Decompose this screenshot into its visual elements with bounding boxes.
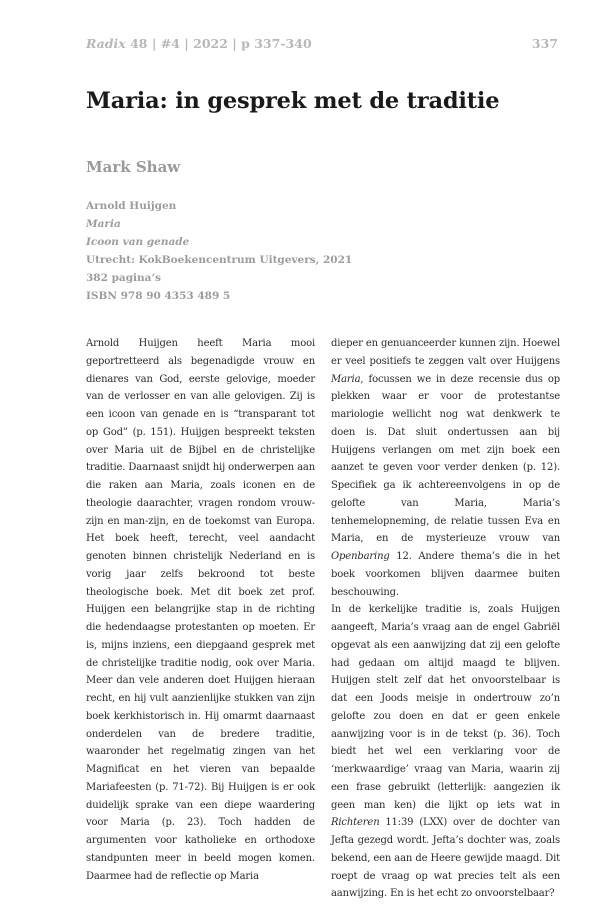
text-run: dieper en genuanceerder kunnen zijn. Hoewel er veel positiefs te zeggen valt over Huijgens [331, 338, 560, 367]
citation [86, 36, 312, 51]
book-publisher: Utrecht: KokBoekencentrum Uitgevers, 2021 [86, 254, 353, 266]
running-head [86, 36, 558, 51]
emphasis: Richteren [331, 817, 380, 829]
book-isbn: ISBN 978 90 4353 489 5 [86, 290, 231, 302]
article-title: Maria: in gesprek met de traditie [86, 88, 500, 114]
emphasis: Openbaring [331, 551, 390, 562]
text-run: 11:39 (LXX) over de dochter van Jefta gezegd wordt. Jefta’s dochter was, zoals bekend, een aan de Heere gewijde maagd. Dit roept de vraag op wat precies telt als een aanwijzing. En is het echt zo onvoorstelbaar? [331, 817, 560, 900]
emphasis: Maria [331, 373, 361, 385]
citation-details: 48 | #4 | 2022 | p 337-340 [125, 36, 312, 51]
book-info [86, 197, 352, 305]
article-author: Mark Shaw [86, 158, 181, 176]
body-column-left [86, 335, 315, 885]
book-title: Maria [86, 218, 121, 230]
book-pages: 382 pagina’s [86, 272, 162, 284]
paragraph [331, 335, 560, 601]
journal-name: Radix [86, 36, 126, 51]
paragraph: Arnold Huijgen heeft Maria mooi geportretteerd als begenadigde vrouw en dienares van God, eerste gelovige, moeder van de verlosser en van alle gelovigen. Zij is een icoon van genade en is “transparant tot op God” (p. 151). Huijgen bespreekt teksten over Maria uit de Bijbel en de christelijke traditie. Daarnaast snijdt hij onderwerpen aan die raken aan Maria, zoals iconen en de theologie daarachter, vragen rondom vrouw-zijn en man-zijn, en de toekomst van Europa. Het boek heeft, terecht, veel aandacht genoten binnen christelijk Nederland en is vorig jaar zelfs bekroond tot beste theologische boek. Met dit boek zet prof. Huijgen een belangrijke stap in de richting die hedendaagse protestanten op moeten. Er is, mijns inziens, een diepgaand gesprek met de christelijke traditie nodig, ook over Maria. Meer dan vele anderen doet Huijgen hieraan recht, en hij vult aanzienlijke stukken van zijn boek kerkhistorisch in. Hij omarmt daarnaast onderdelen van de bredere traditie, waaronder het regelmatig zingen van het Magnificat en het vieren van bepaalde Mariafeesten (p. 71-72). Bij Huijgen is er ook duidelijk sprake van een diepe waardering voor Maria (p. 23). Toch hadden de argumenten voor katholieke en orthodoxe standpunten meer in beeld mogen komen. Daarmee had de reflectie op Maria [86, 338, 315, 882]
text-run: , focussen we in deze recensie dus op plekken waar er voor de protestantse mariologie wellicht nog wat denkwerk te doen is. Dat sluit ondertussen aan bij Huijgens verlangen om met zijn boek een aanzet te geven voor verder denken (p. 12). Specifiek ga ik achtereenvolgens in op de gelofte van Maria, Maria’s tenhemelopneming, de relatie tussen Eva en Maria, en de mysterieuze vrouw van [331, 373, 560, 545]
paragraph [331, 601, 560, 903]
book-author: Arnold Huijgen [86, 200, 177, 212]
text-run: In de kerkelijke traditie is, zoals Huijgen aangeeft, Maria’s vraag aan de engel Gabriël opgevat als een aanwijzing dat zij een gelofte had gedaan om altijd maagd te blijven. Huijgen stelt zelf dat het onvoorstelbaar is dat een Joods meisje in ondertrouw zo’n gelofte zou doen en dat er geen enkele aanwijzing voor is in de tekst (p. 36). Toch biedt het wel een verklaring voor de ‘merkwaardige’ vraag van Maria, waarin zij een frase gebruikt (letterlijk: aangezien ik geen man ken) die lijkt op iets wat in [331, 604, 560, 811]
page-number: 337 [531, 36, 558, 51]
book-subtitle: Icoon van genade [86, 236, 190, 248]
text-run: 12. Andere thema’s die in het boek voorkomen blijven daarmee buiten beschouwing. [331, 551, 560, 598]
body-column-right [331, 335, 560, 903]
